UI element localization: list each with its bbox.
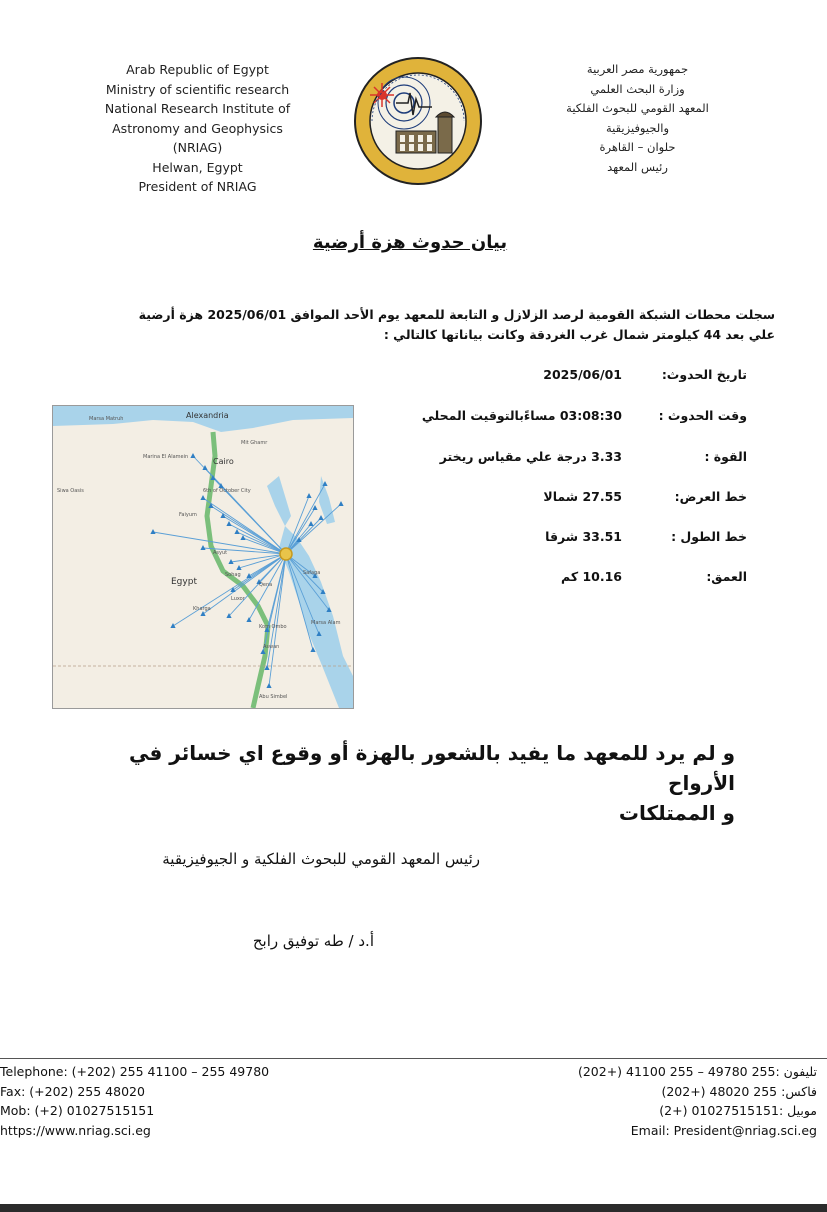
- intro-paragraph: [85, 305, 775, 345]
- footer-divider: [0, 1058, 827, 1059]
- header-arabic-block: [545, 60, 730, 177]
- intro-line-2: علي بعد 44 كيلومتر شمال غرب الغردقة وكانت بياناتها كالتالي :: [383, 327, 775, 342]
- map-label-qena: Qena: [259, 582, 273, 588]
- signature-title: رئيس المعهد القومي للبحوث الفلكية و الجيوفيزيقية: [162, 850, 480, 868]
- map-label-kharga: Kharga: [193, 606, 211, 612]
- footer-mobile-ar: موبيل :01027515151 (+2): [659, 1103, 817, 1118]
- header-ar-line: وزارة البحث العلمي: [590, 81, 685, 96]
- magnitude-label: القوة :: [704, 449, 747, 464]
- footer-english: [0, 1062, 330, 1140]
- map-label-egypt: Egypt: [171, 577, 197, 587]
- statement-line-1: و لم يرد للمعهد ما يفيد بالشعور بالهزة أو وقوع اي خسائر في الأرواح: [129, 741, 735, 795]
- latitude-value: 27.55 شمالا: [543, 489, 622, 504]
- map-label-kom-ombo: Kom Ombo: [259, 624, 287, 630]
- date-value: 2025/06/01: [543, 367, 622, 382]
- map-label-luxor: Luxor: [231, 596, 245, 602]
- statement-line-2: و الممتلكات: [618, 801, 735, 825]
- header-en-line: National Research Institute of: [104, 101, 291, 116]
- map-label-safaga: Safaga: [303, 570, 321, 576]
- footer-phone: Telephone: (+202) 255 41100 – 255 49780: [0, 1064, 270, 1079]
- time-label: وقت الحدوث :: [658, 408, 747, 423]
- map-label-faiyum: Faiyum: [179, 512, 197, 518]
- time-value: 03:08:30 مساءًبالتوقيت المحلي: [421, 408, 622, 423]
- intro-line-1: سجلت محطات الشبكة القومية لرصد الزلازل و التابعة للمعهد يوم الأحد الموافق 2025/06/01 هزة أرضية: [138, 307, 775, 322]
- header-ar-line: جمهورية مصر العربية: [586, 62, 689, 76]
- document-title: بيان حدوث هزة أرضية: [312, 232, 508, 253]
- longitude-value: 33.51 شرقا: [545, 529, 622, 544]
- header-en-line: Arab Republic of Egypt: [126, 62, 269, 77]
- map-svg: [53, 406, 353, 708]
- map-label-marsa-matruh: Marsa Matruh: [89, 416, 124, 422]
- map-label-sohag: Sohag: [225, 572, 241, 578]
- map-label-marsa-alam: Marsa Alam: [311, 620, 341, 626]
- magnitude-value: 3.33 درجة علي مقياس ريختر: [439, 449, 622, 464]
- map-label-marina: Marina El Alamein: [143, 454, 189, 460]
- header-en-line: Helwan, Egypt: [152, 159, 243, 175]
- no-damage-statement: [70, 738, 735, 828]
- footer-phone-ar: تليفون :255 49780 – 255 41100 (+202): [577, 1064, 817, 1079]
- header-ar-line: والجيوفيزيقية: [605, 120, 670, 135]
- nriag-logo: [352, 55, 484, 187]
- map-label-cairo: Cairo: [213, 457, 234, 466]
- map-label-mit-ghamr: Mit Ghamr: [241, 440, 268, 446]
- depth-value: 10.16 كم: [561, 569, 622, 584]
- epicenter-map: [52, 405, 354, 709]
- map-label-aswan: Aswan: [263, 644, 280, 650]
- latitude-label: خط العرض:: [674, 489, 747, 504]
- header-ar-line: رئيس المعهد: [607, 159, 668, 174]
- footer-email[interactable]: Email: President@nriag.sci.eg: [630, 1122, 817, 1138]
- signature-name: أ.د / طه توفيق رابح: [252, 932, 374, 950]
- footer-fax-ar: فاكس: 255 48020 (+202): [661, 1083, 817, 1099]
- map-label-sixth-october: 6th of October City: [203, 488, 251, 494]
- header-en-line: President of NRIAG: [138, 179, 257, 194]
- footer-fax: Fax: (+202) 255 48020: [0, 1083, 145, 1099]
- bottom-bar: [0, 1204, 827, 1212]
- header-en-line: (NRIAG): [172, 140, 223, 155]
- depth-label: العمق:: [706, 569, 747, 584]
- map-label-asyut: Asyut: [213, 550, 228, 556]
- longitude-label: خط الطول :: [671, 529, 747, 544]
- header-english-block: [85, 60, 310, 197]
- map-label-siwa: Siwa Oasis: [57, 488, 84, 494]
- header-en-line: Ministry of scientific research: [105, 81, 290, 97]
- footer-arabic: [487, 1062, 817, 1140]
- header-ar-line: المعهد القومي للبحوث الفلكية: [566, 101, 709, 115]
- map-label-alexandria: Alexandria: [186, 411, 229, 420]
- footer-mobile: Mob: (+2) 01027515151: [0, 1103, 155, 1118]
- header-en-line: Astronomy and Geophysics: [112, 120, 283, 136]
- map-label-abu-simbel: Abu Simbel: [259, 694, 288, 700]
- footer-website[interactable]: https://www.nriag.sci.eg: [0, 1122, 151, 1138]
- date-label: تاريخ الحدوث:: [661, 367, 747, 382]
- epicenter-marker: [280, 548, 292, 560]
- header-ar-line: حلوان – القاهرة: [599, 140, 676, 154]
